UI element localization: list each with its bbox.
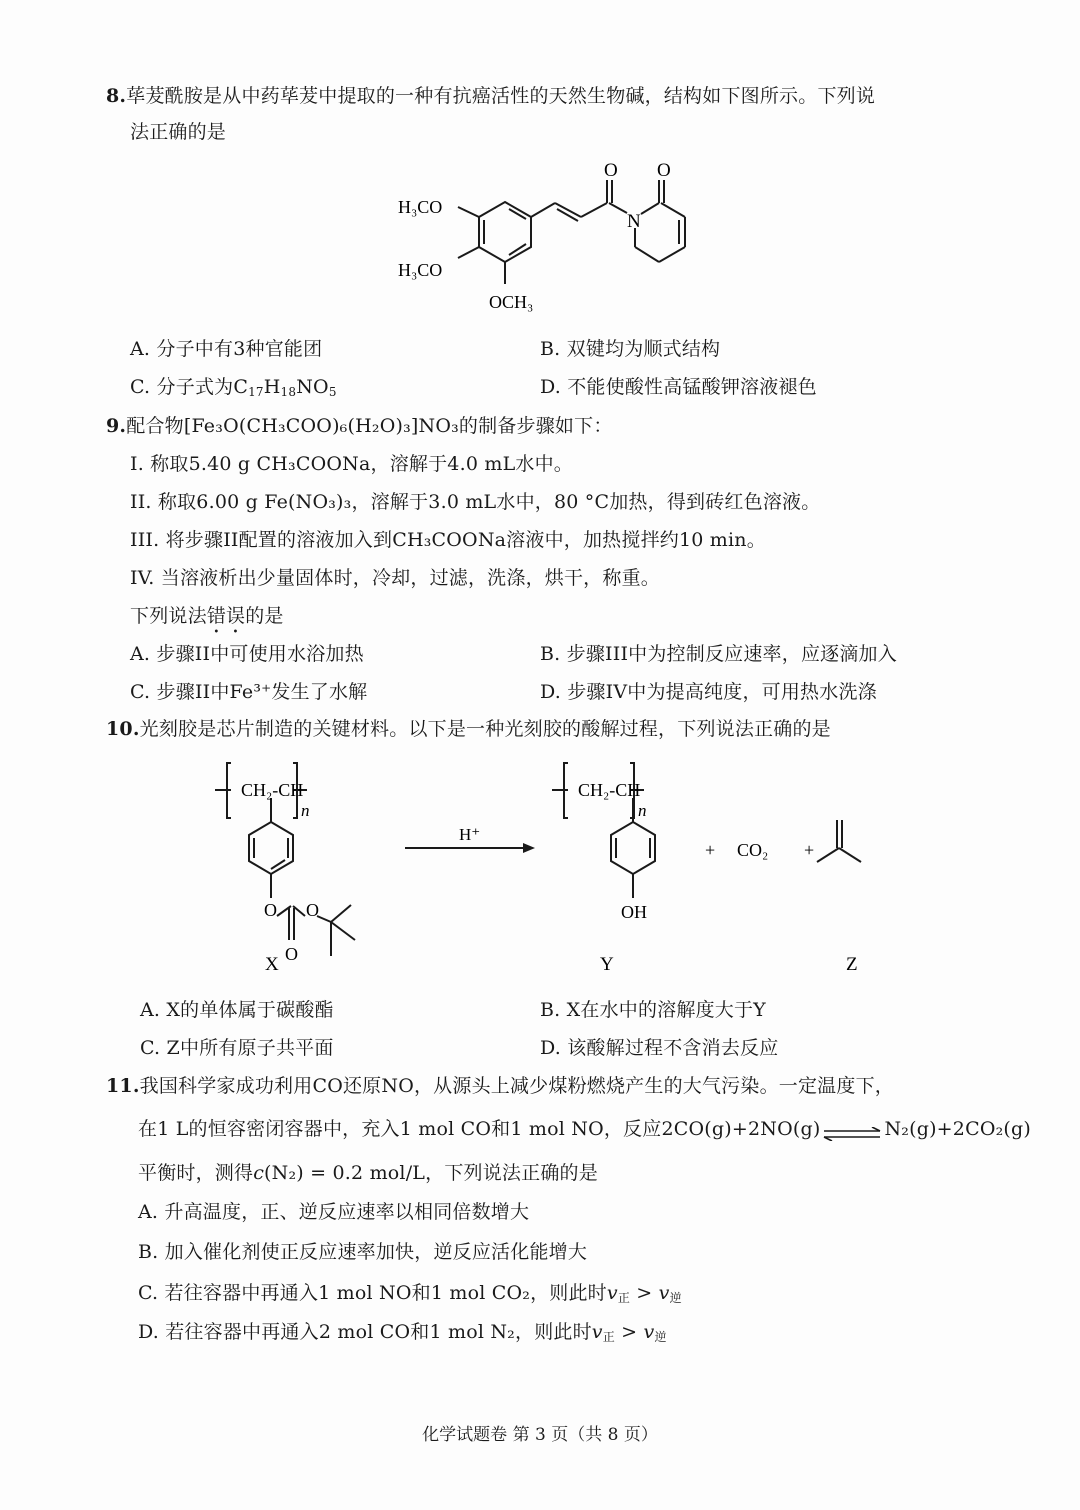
svg-text:OH: OH (621, 902, 647, 922)
q8-option-b[interactable]: B. 双键均为顺式结构 (540, 338, 721, 360)
emphasized-word: 错误 (206, 605, 246, 627)
q8-option-a[interactable]: A. 分子中有3种官能团 (130, 338, 323, 360)
q11-option-b[interactable]: B. 加入催化剂使正反应速率加快，逆反应活化能增大 (138, 1241, 588, 1263)
svg-text:+: + (705, 840, 716, 860)
q10-option-a[interactable]: A. X的单体属于碳酸酯 (140, 999, 334, 1021)
q8-structure-diagram (385, 158, 745, 318)
q11-option-a[interactable]: A. 升高温度，正、逆反应速率以相同倍数增大 (138, 1201, 530, 1223)
svg-text:Z: Z (846, 954, 858, 975)
q8-stem-line2: 法正确的是 (130, 121, 227, 143)
svg-text:CO₂: CO₂ (737, 840, 769, 860)
svg-text:CH₂-CH: CH₂-CH (578, 780, 641, 800)
svg-text:CH₂-CH: CH₂-CH (241, 780, 304, 800)
q10-option-b[interactable]: B. X在水中的溶解度大于Y (540, 999, 766, 1021)
q9-option-b[interactable]: B. 步骤III中为控制反应速率，应逐滴加入 (540, 643, 897, 665)
q11-stem-line3: 平衡时，测得c(N₂) = 0.2 mol/L，下列说法正确的是 (138, 1162, 598, 1184)
q9-number: 9. (106, 415, 127, 437)
q11-stem-line2: 在1 L的恒容密闭容器中，充入1 mol CO和1 mol NO，反应2CO(g)+2NO(g) N₂(g)+2CO₂(g) (138, 1118, 1032, 1140)
q8-option-d[interactable]: D. 不能使酸性高锰酸钾溶液褪色 (540, 376, 817, 398)
svg-text:H⁺: H⁺ (459, 825, 481, 844)
svg-text:O: O (264, 900, 277, 920)
q9-option-d[interactable]: D. 步骤IV中为提高纯度，可用热水洗涤 (540, 681, 877, 703)
q11-option-c[interactable]: C. 若往容器中再通入1 mol NO和1 mol CO₂，则此时$v_正 > v_逆$ (138, 1282, 682, 1305)
q10-number: 10. (106, 718, 140, 740)
q11-number: 11. (106, 1075, 140, 1097)
q9-step-2: II. 称取6.00 g Fe(NO₃)₃，溶解于3.0 mL水中，80 °C加热，得到砖红色溶液。 (130, 491, 821, 513)
svg-text:N: N (627, 211, 641, 232)
svg-text:O: O (306, 900, 319, 920)
svg-text:H₃CO: H₃CO (398, 197, 443, 217)
svg-text:O: O (285, 944, 298, 964)
q11-option-d[interactable]: D. 若往容器中再通入2 mol CO和1 mol N₂，则此时$v_正 > v_逆$ (138, 1321, 667, 1344)
svg-text:H₃CO: H₃CO (398, 260, 443, 280)
q8-option-c[interactable]: C. 分子式为$C_{17}H_{18}NO_5$ (130, 376, 337, 399)
svg-text:n: n (638, 801, 647, 820)
q8-stem-line1: 8.荜茇酰胺是从中药荜茇中提取的一种有抗癌活性的天然生物碱，结构如下图所示。下列说 (106, 85, 876, 107)
equilibrium-arrow-icon (822, 1123, 882, 1137)
q9-option-c[interactable]: C. 步骤II中Fe³⁺发生了水解 (130, 681, 368, 703)
svg-text:n: n (301, 801, 310, 820)
q10-stem: 10.光刻胶是芯片制造的关键材料。以下是一种光刻胶的酸解过程，下列说法正确的是 (106, 718, 831, 740)
q10-reaction-scheme (205, 760, 905, 980)
q9-step-4: IV. 当溶液析出少量固体时，冷却，过滤，洗涤，烘干，称重。 (130, 567, 660, 589)
q10-option-d[interactable]: D. 该酸解过程不含消去反应 (540, 1037, 779, 1059)
q9-option-a[interactable]: A. 步骤II中可使用水浴加热 (130, 643, 364, 665)
svg-text:O: O (657, 160, 671, 181)
svg-text:+: + (804, 840, 815, 860)
page-footer: 化学试题卷 第 3 页（共 8 页） (422, 1425, 658, 1445)
svg-text:O: O (604, 160, 618, 181)
q11-stem-line1: 11.我国科学家成功利用CO还原NO，从源头上减少煤粉燃烧产生的大气污染。一定温度下， (106, 1075, 894, 1097)
q9-step-1: I. 称取5.40 g CH₃COONa，溶解于4.0 mL水中。 (130, 453, 573, 475)
q9-step-3: III. 将步骤II配置的溶液加入到CH₃COONa溶液中，加热搅拌约10 min。 (130, 529, 766, 551)
svg-text:OCH₃: OCH₃ (489, 292, 534, 312)
q9-ask: 下列说法错误的是 (130, 605, 284, 627)
q9-stem: 9.配合物[Fe₃O(CH₃COO)₆(H₂O)₃]NO₃的制备步骤如下： (106, 415, 613, 437)
q8-number: 8. (106, 85, 127, 107)
svg-text:Y: Y (600, 954, 614, 975)
q10-option-c[interactable]: C. Z中所有原子共平面 (140, 1037, 334, 1059)
svg-text:X: X (265, 954, 279, 975)
